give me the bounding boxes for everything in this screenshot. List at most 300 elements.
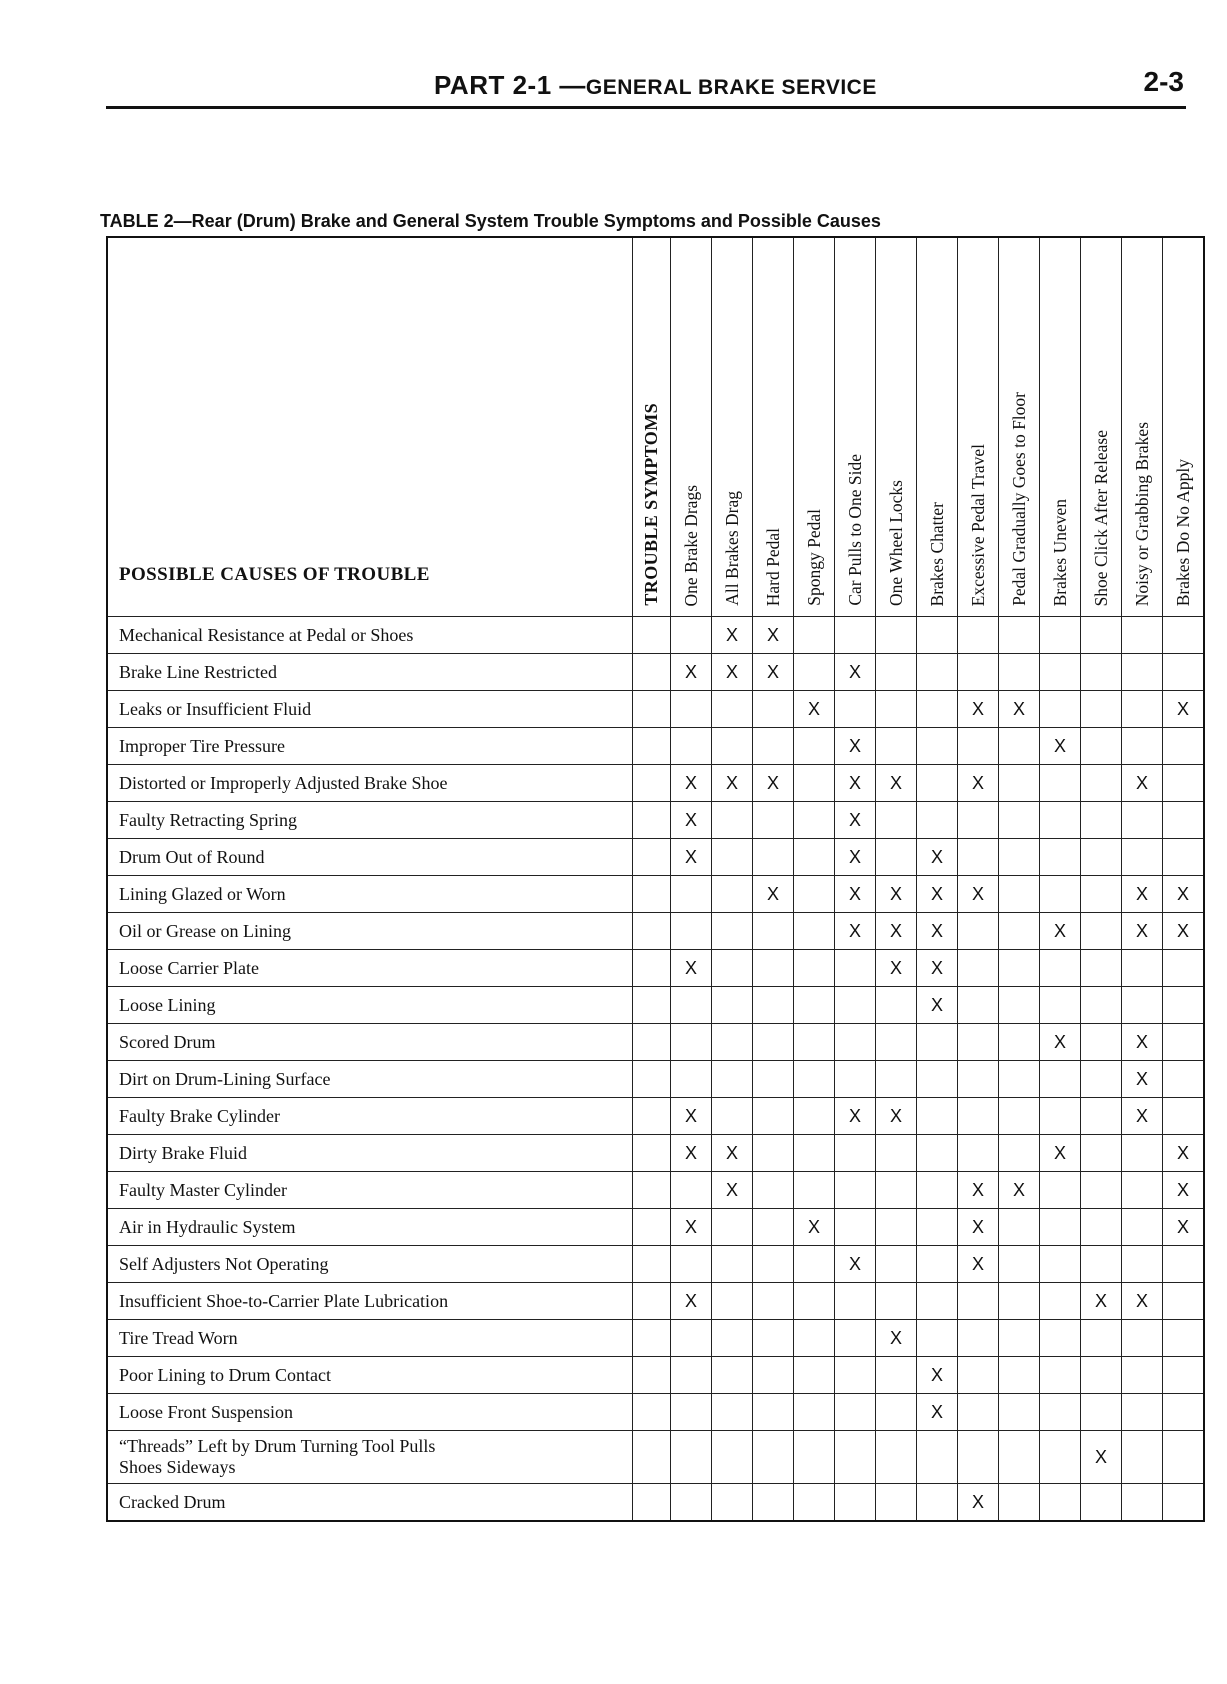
empty-cell (794, 913, 835, 950)
cause-cell: Improper Tire Pressure (107, 728, 633, 765)
empty-cell (794, 1394, 835, 1431)
empty-cell (1081, 987, 1122, 1024)
x-mark: X (671, 1135, 712, 1172)
empty-cell (999, 1209, 1040, 1246)
table-row (107, 1209, 1204, 1246)
empty-cell (794, 1283, 835, 1320)
empty-cell (1122, 1431, 1163, 1484)
x-mark: X (1081, 1283, 1122, 1320)
x-mark: X (671, 1098, 712, 1135)
part-number: PART 2-1 (434, 70, 552, 100)
empty-cell (917, 1172, 958, 1209)
empty-cell (1081, 1320, 1122, 1357)
symptoms-spacer-cell (633, 1135, 671, 1172)
symptoms-spacer-cell (633, 691, 671, 728)
symptoms-spacer-cell (633, 950, 671, 987)
symptom-label: Pedal Gradually Goes to Floor (1008, 392, 1029, 606)
empty-cell (712, 691, 753, 728)
table-row (107, 1320, 1204, 1357)
empty-cell (1163, 1431, 1205, 1484)
empty-cell (712, 950, 753, 987)
empty-cell (671, 1394, 712, 1431)
x-mark: X (958, 1209, 999, 1246)
empty-cell (835, 1061, 876, 1098)
empty-cell (999, 1431, 1040, 1484)
empty-cell (835, 691, 876, 728)
empty-cell (999, 1061, 1040, 1098)
table-row (107, 1283, 1204, 1320)
x-mark: X (1163, 876, 1205, 913)
cause-cell: Air in Hydraulic System (107, 1209, 633, 1246)
cause-cell: Loose Carrier Plate (107, 950, 633, 987)
empty-cell (1040, 1484, 1081, 1522)
empty-cell (876, 1135, 917, 1172)
empty-cell (999, 765, 1040, 802)
empty-cell (671, 1246, 712, 1283)
empty-cell (753, 691, 794, 728)
empty-cell (794, 839, 835, 876)
table-row (107, 1098, 1204, 1135)
x-mark: X (876, 950, 917, 987)
empty-cell (712, 802, 753, 839)
empty-cell (753, 1431, 794, 1484)
empty-cell (835, 617, 876, 654)
x-mark: X (958, 1246, 999, 1283)
empty-cell (712, 876, 753, 913)
table-body (107, 617, 1204, 1522)
symptoms-spacer-cell (633, 1246, 671, 1283)
empty-cell (1163, 1357, 1205, 1394)
empty-cell (671, 876, 712, 913)
x-mark: X (876, 876, 917, 913)
empty-cell (958, 1357, 999, 1394)
empty-cell (1122, 617, 1163, 654)
empty-cell (1163, 839, 1205, 876)
empty-cell (1122, 1172, 1163, 1209)
empty-cell (712, 1357, 753, 1394)
empty-cell (917, 691, 958, 728)
empty-cell (1081, 1098, 1122, 1135)
table-row (107, 1024, 1204, 1061)
symptom-label: Brakes Do No Apply (1172, 458, 1193, 606)
empty-cell (835, 1320, 876, 1357)
symptom-label: Brakes Uneven (1049, 498, 1070, 606)
empty-cell (1122, 1135, 1163, 1172)
symptoms-spacer-cell (633, 1172, 671, 1209)
empty-cell (1163, 1246, 1205, 1283)
empty-cell (999, 1246, 1040, 1283)
table-header-row (107, 237, 1204, 617)
empty-cell (1081, 1484, 1122, 1522)
empty-cell (1122, 987, 1163, 1024)
empty-cell (753, 1098, 794, 1135)
cause-cell: Oil or Grease on Lining (107, 913, 633, 950)
empty-cell (917, 728, 958, 765)
empty-cell (917, 802, 958, 839)
table-row (107, 802, 1204, 839)
empty-cell (1081, 765, 1122, 802)
x-mark: X (835, 876, 876, 913)
empty-cell (712, 987, 753, 1024)
empty-cell (999, 950, 1040, 987)
empty-cell (753, 1320, 794, 1357)
empty-cell (671, 1172, 712, 1209)
empty-cell (876, 987, 917, 1024)
empty-cell (753, 1283, 794, 1320)
empty-cell (1040, 1431, 1081, 1484)
empty-cell (835, 1209, 876, 1246)
empty-cell (917, 1283, 958, 1320)
empty-cell (1081, 913, 1122, 950)
empty-cell (1081, 1357, 1122, 1394)
x-mark: X (671, 654, 712, 691)
empty-cell (999, 1394, 1040, 1431)
empty-cell (917, 1484, 958, 1522)
empty-cell (835, 950, 876, 987)
empty-cell (1081, 839, 1122, 876)
empty-cell (958, 913, 999, 950)
x-mark: X (1040, 1024, 1081, 1061)
empty-cell (1122, 839, 1163, 876)
table-row (107, 728, 1204, 765)
x-mark: X (794, 1209, 835, 1246)
empty-cell (1122, 1320, 1163, 1357)
empty-cell (917, 1135, 958, 1172)
empty-cell (917, 1024, 958, 1061)
symptoms-spacer-cell (633, 987, 671, 1024)
x-mark: X (671, 765, 712, 802)
empty-cell (1040, 617, 1081, 654)
x-mark: X (1163, 691, 1205, 728)
x-mark: X (917, 987, 958, 1024)
empty-cell (1122, 1246, 1163, 1283)
symptoms-spacer-cell (633, 913, 671, 950)
empty-cell (876, 1246, 917, 1283)
section-title: GENERAL BRAKE SERVICE (585, 76, 877, 99)
empty-cell (753, 1135, 794, 1172)
x-mark: X (835, 1098, 876, 1135)
empty-cell (835, 1135, 876, 1172)
x-mark: X (1122, 1098, 1163, 1135)
cause-cell: Loose Front Suspension (107, 1394, 633, 1431)
empty-cell (671, 728, 712, 765)
x-mark: X (753, 617, 794, 654)
empty-cell (671, 691, 712, 728)
symptom-label: Noisy or Grabbing Brakes (1131, 421, 1152, 606)
empty-cell (1163, 1061, 1205, 1098)
cause-cell: Self Adjusters Not Operating (107, 1246, 633, 1283)
page-number: 2-3 (1143, 66, 1184, 97)
cause-cell: Loose Lining (107, 987, 633, 1024)
empty-cell (712, 1098, 753, 1135)
symptom-column-header (1163, 237, 1205, 617)
empty-cell (671, 1320, 712, 1357)
cause-cell: Distorted or Improperly Adjusted Brake Shoe (107, 765, 633, 802)
trouble-symptoms-table (106, 236, 1205, 1522)
x-mark: X (1163, 1209, 1205, 1246)
x-mark: X (1122, 913, 1163, 950)
empty-cell (1040, 839, 1081, 876)
x-mark: X (671, 1283, 712, 1320)
x-mark: X (671, 950, 712, 987)
symptom-column-header (958, 237, 999, 617)
x-mark: X (958, 876, 999, 913)
empty-cell (794, 728, 835, 765)
table-row (107, 1431, 1204, 1484)
empty-cell (671, 913, 712, 950)
empty-cell (999, 728, 1040, 765)
empty-cell (1040, 1061, 1081, 1098)
empty-cell (712, 1394, 753, 1431)
empty-cell (835, 1394, 876, 1431)
empty-cell (1040, 654, 1081, 691)
empty-cell (1081, 876, 1122, 913)
empty-cell (999, 1283, 1040, 1320)
empty-cell (958, 1061, 999, 1098)
symptoms-header-cell (633, 237, 671, 617)
table-row (107, 950, 1204, 987)
empty-cell (712, 1246, 753, 1283)
x-mark: X (958, 765, 999, 802)
empty-cell (794, 876, 835, 913)
empty-cell (876, 691, 917, 728)
empty-cell (917, 654, 958, 691)
empty-cell (1040, 1209, 1081, 1246)
cause-cell: Dirt on Drum-Lining Surface (107, 1061, 633, 1098)
empty-cell (1163, 950, 1205, 987)
x-mark: X (671, 802, 712, 839)
empty-cell (1081, 1061, 1122, 1098)
table-row (107, 1357, 1204, 1394)
empty-cell (835, 1431, 876, 1484)
empty-cell (794, 654, 835, 691)
empty-cell (1163, 654, 1205, 691)
empty-cell (1163, 1024, 1205, 1061)
empty-cell (1163, 987, 1205, 1024)
empty-cell (794, 1135, 835, 1172)
table-row (107, 876, 1204, 913)
x-mark: X (835, 765, 876, 802)
table-row (107, 654, 1204, 691)
empty-cell (999, 654, 1040, 691)
x-mark: X (999, 1172, 1040, 1209)
empty-cell (1163, 1484, 1205, 1522)
empty-cell (1040, 1172, 1081, 1209)
x-mark: X (712, 654, 753, 691)
empty-cell (1163, 1098, 1205, 1135)
x-mark: X (1122, 1061, 1163, 1098)
symptom-column-header (1040, 237, 1081, 617)
empty-cell (671, 1484, 712, 1522)
empty-cell (876, 1172, 917, 1209)
empty-cell (958, 1024, 999, 1061)
cause-cell: “Threads” Left by Drum Turning Tool Pulls Shoes Sideways (107, 1431, 633, 1484)
empty-cell (1081, 1394, 1122, 1431)
x-mark: X (671, 1209, 712, 1246)
symptoms-spacer-cell (633, 1283, 671, 1320)
empty-cell (917, 1246, 958, 1283)
empty-cell (794, 765, 835, 802)
x-mark: X (917, 1394, 958, 1431)
empty-cell (712, 728, 753, 765)
empty-cell (876, 839, 917, 876)
symptoms-spacer-cell (633, 1209, 671, 1246)
empty-cell (1163, 617, 1205, 654)
symptoms-spacer-cell (633, 728, 671, 765)
empty-cell (753, 1172, 794, 1209)
x-mark: X (917, 876, 958, 913)
x-mark: X (1122, 1024, 1163, 1061)
empty-cell (1081, 1172, 1122, 1209)
empty-cell (876, 1484, 917, 1522)
table-row (107, 1061, 1204, 1098)
empty-cell (1163, 802, 1205, 839)
empty-cell (1081, 691, 1122, 728)
empty-cell (999, 802, 1040, 839)
empty-cell (712, 1431, 753, 1484)
empty-cell (1081, 654, 1122, 691)
x-mark: X (876, 765, 917, 802)
empty-cell (999, 839, 1040, 876)
symptom-column-header (671, 237, 712, 617)
empty-cell (1163, 728, 1205, 765)
empty-cell (958, 728, 999, 765)
empty-cell (712, 1283, 753, 1320)
empty-cell (876, 1209, 917, 1246)
empty-cell (876, 1431, 917, 1484)
empty-cell (794, 950, 835, 987)
symptom-label: Brakes Chatter (926, 501, 947, 606)
empty-cell (1081, 617, 1122, 654)
symptoms-spacer-cell (633, 839, 671, 876)
x-mark: X (712, 1172, 753, 1209)
table-row (107, 1394, 1204, 1431)
empty-cell (794, 1098, 835, 1135)
empty-cell (1122, 654, 1163, 691)
empty-cell (876, 728, 917, 765)
x-mark: X (1163, 1135, 1205, 1172)
empty-cell (794, 1172, 835, 1209)
empty-cell (917, 765, 958, 802)
empty-cell (794, 1431, 835, 1484)
cause-cell: Scored Drum (107, 1024, 633, 1061)
empty-cell (876, 1024, 917, 1061)
empty-cell (917, 1431, 958, 1484)
empty-cell (712, 1484, 753, 1522)
symptoms-spacer-cell (633, 1357, 671, 1394)
empty-cell (917, 617, 958, 654)
symptom-column-header (712, 237, 753, 617)
symptom-column-header (753, 237, 794, 617)
empty-cell (1040, 765, 1081, 802)
x-mark: X (835, 913, 876, 950)
x-mark: X (1081, 1431, 1122, 1484)
empty-cell (1081, 728, 1122, 765)
x-mark: X (1122, 876, 1163, 913)
empty-cell (753, 1061, 794, 1098)
empty-cell (958, 617, 999, 654)
empty-cell (835, 1357, 876, 1394)
empty-cell (753, 802, 794, 839)
empty-cell (1122, 1484, 1163, 1522)
table-caption: TABLE 2—Rear (Drum) Brake and General System Trouble Symptoms and Possible Causes (100, 211, 881, 231)
cause-cell: Mechanical Resistance at Pedal or Shoes (107, 617, 633, 654)
empty-cell (794, 1320, 835, 1357)
x-mark: X (835, 839, 876, 876)
x-mark: X (1163, 913, 1205, 950)
empty-cell (1040, 1394, 1081, 1431)
x-mark: X (1122, 765, 1163, 802)
empty-cell (1163, 1283, 1205, 1320)
x-mark: X (1122, 1283, 1163, 1320)
empty-cell (1081, 1209, 1122, 1246)
causes-header: POSSIBLE CAUSES OF TROUBLE (119, 564, 430, 585)
empty-cell (753, 728, 794, 765)
empty-cell (753, 1209, 794, 1246)
table-row (107, 1172, 1204, 1209)
symptoms-spacer-cell (633, 1431, 671, 1484)
empty-cell (999, 876, 1040, 913)
empty-cell (999, 987, 1040, 1024)
empty-cell (794, 1484, 835, 1522)
empty-cell (712, 1320, 753, 1357)
x-mark: X (835, 728, 876, 765)
empty-cell (958, 802, 999, 839)
empty-cell (794, 802, 835, 839)
x-mark: X (917, 913, 958, 950)
empty-cell (999, 1320, 1040, 1357)
empty-cell (876, 1283, 917, 1320)
cause-cell: Leaks or Insufficient Fluid (107, 691, 633, 728)
x-mark: X (835, 1246, 876, 1283)
empty-cell (671, 1357, 712, 1394)
empty-cell (876, 1357, 917, 1394)
empty-cell (876, 1061, 917, 1098)
symptoms-spacer-cell (633, 876, 671, 913)
symptoms-spacer-cell (633, 802, 671, 839)
symptom-label: Shoe Click After Release (1090, 429, 1111, 606)
x-mark: X (671, 839, 712, 876)
empty-cell (1040, 802, 1081, 839)
cause-cell: Lining Glazed or Worn (107, 876, 633, 913)
empty-cell (958, 950, 999, 987)
empty-cell (917, 1061, 958, 1098)
cause-cell: Brake Line Restricted (107, 654, 633, 691)
empty-cell (794, 1357, 835, 1394)
x-mark: X (876, 913, 917, 950)
empty-cell (753, 1246, 794, 1283)
empty-cell (1040, 1098, 1081, 1135)
cause-cell: Tire Tread Worn (107, 1320, 633, 1357)
symptoms-spacer-cell (633, 1098, 671, 1135)
symptom-column-header (835, 237, 876, 617)
causes-header-cell (107, 237, 633, 617)
empty-cell (753, 950, 794, 987)
symptom-column-header (1122, 237, 1163, 617)
cause-cell: Insufficient Shoe-to-Carrier Plate Lubrication (107, 1283, 633, 1320)
empty-cell (958, 987, 999, 1024)
empty-cell (1122, 1394, 1163, 1431)
empty-cell (958, 654, 999, 691)
empty-cell (712, 839, 753, 876)
table-row (107, 617, 1204, 654)
empty-cell (1081, 1024, 1122, 1061)
x-mark: X (753, 654, 794, 691)
empty-cell (876, 617, 917, 654)
empty-cell (835, 987, 876, 1024)
empty-cell (958, 1431, 999, 1484)
empty-cell (835, 1484, 876, 1522)
